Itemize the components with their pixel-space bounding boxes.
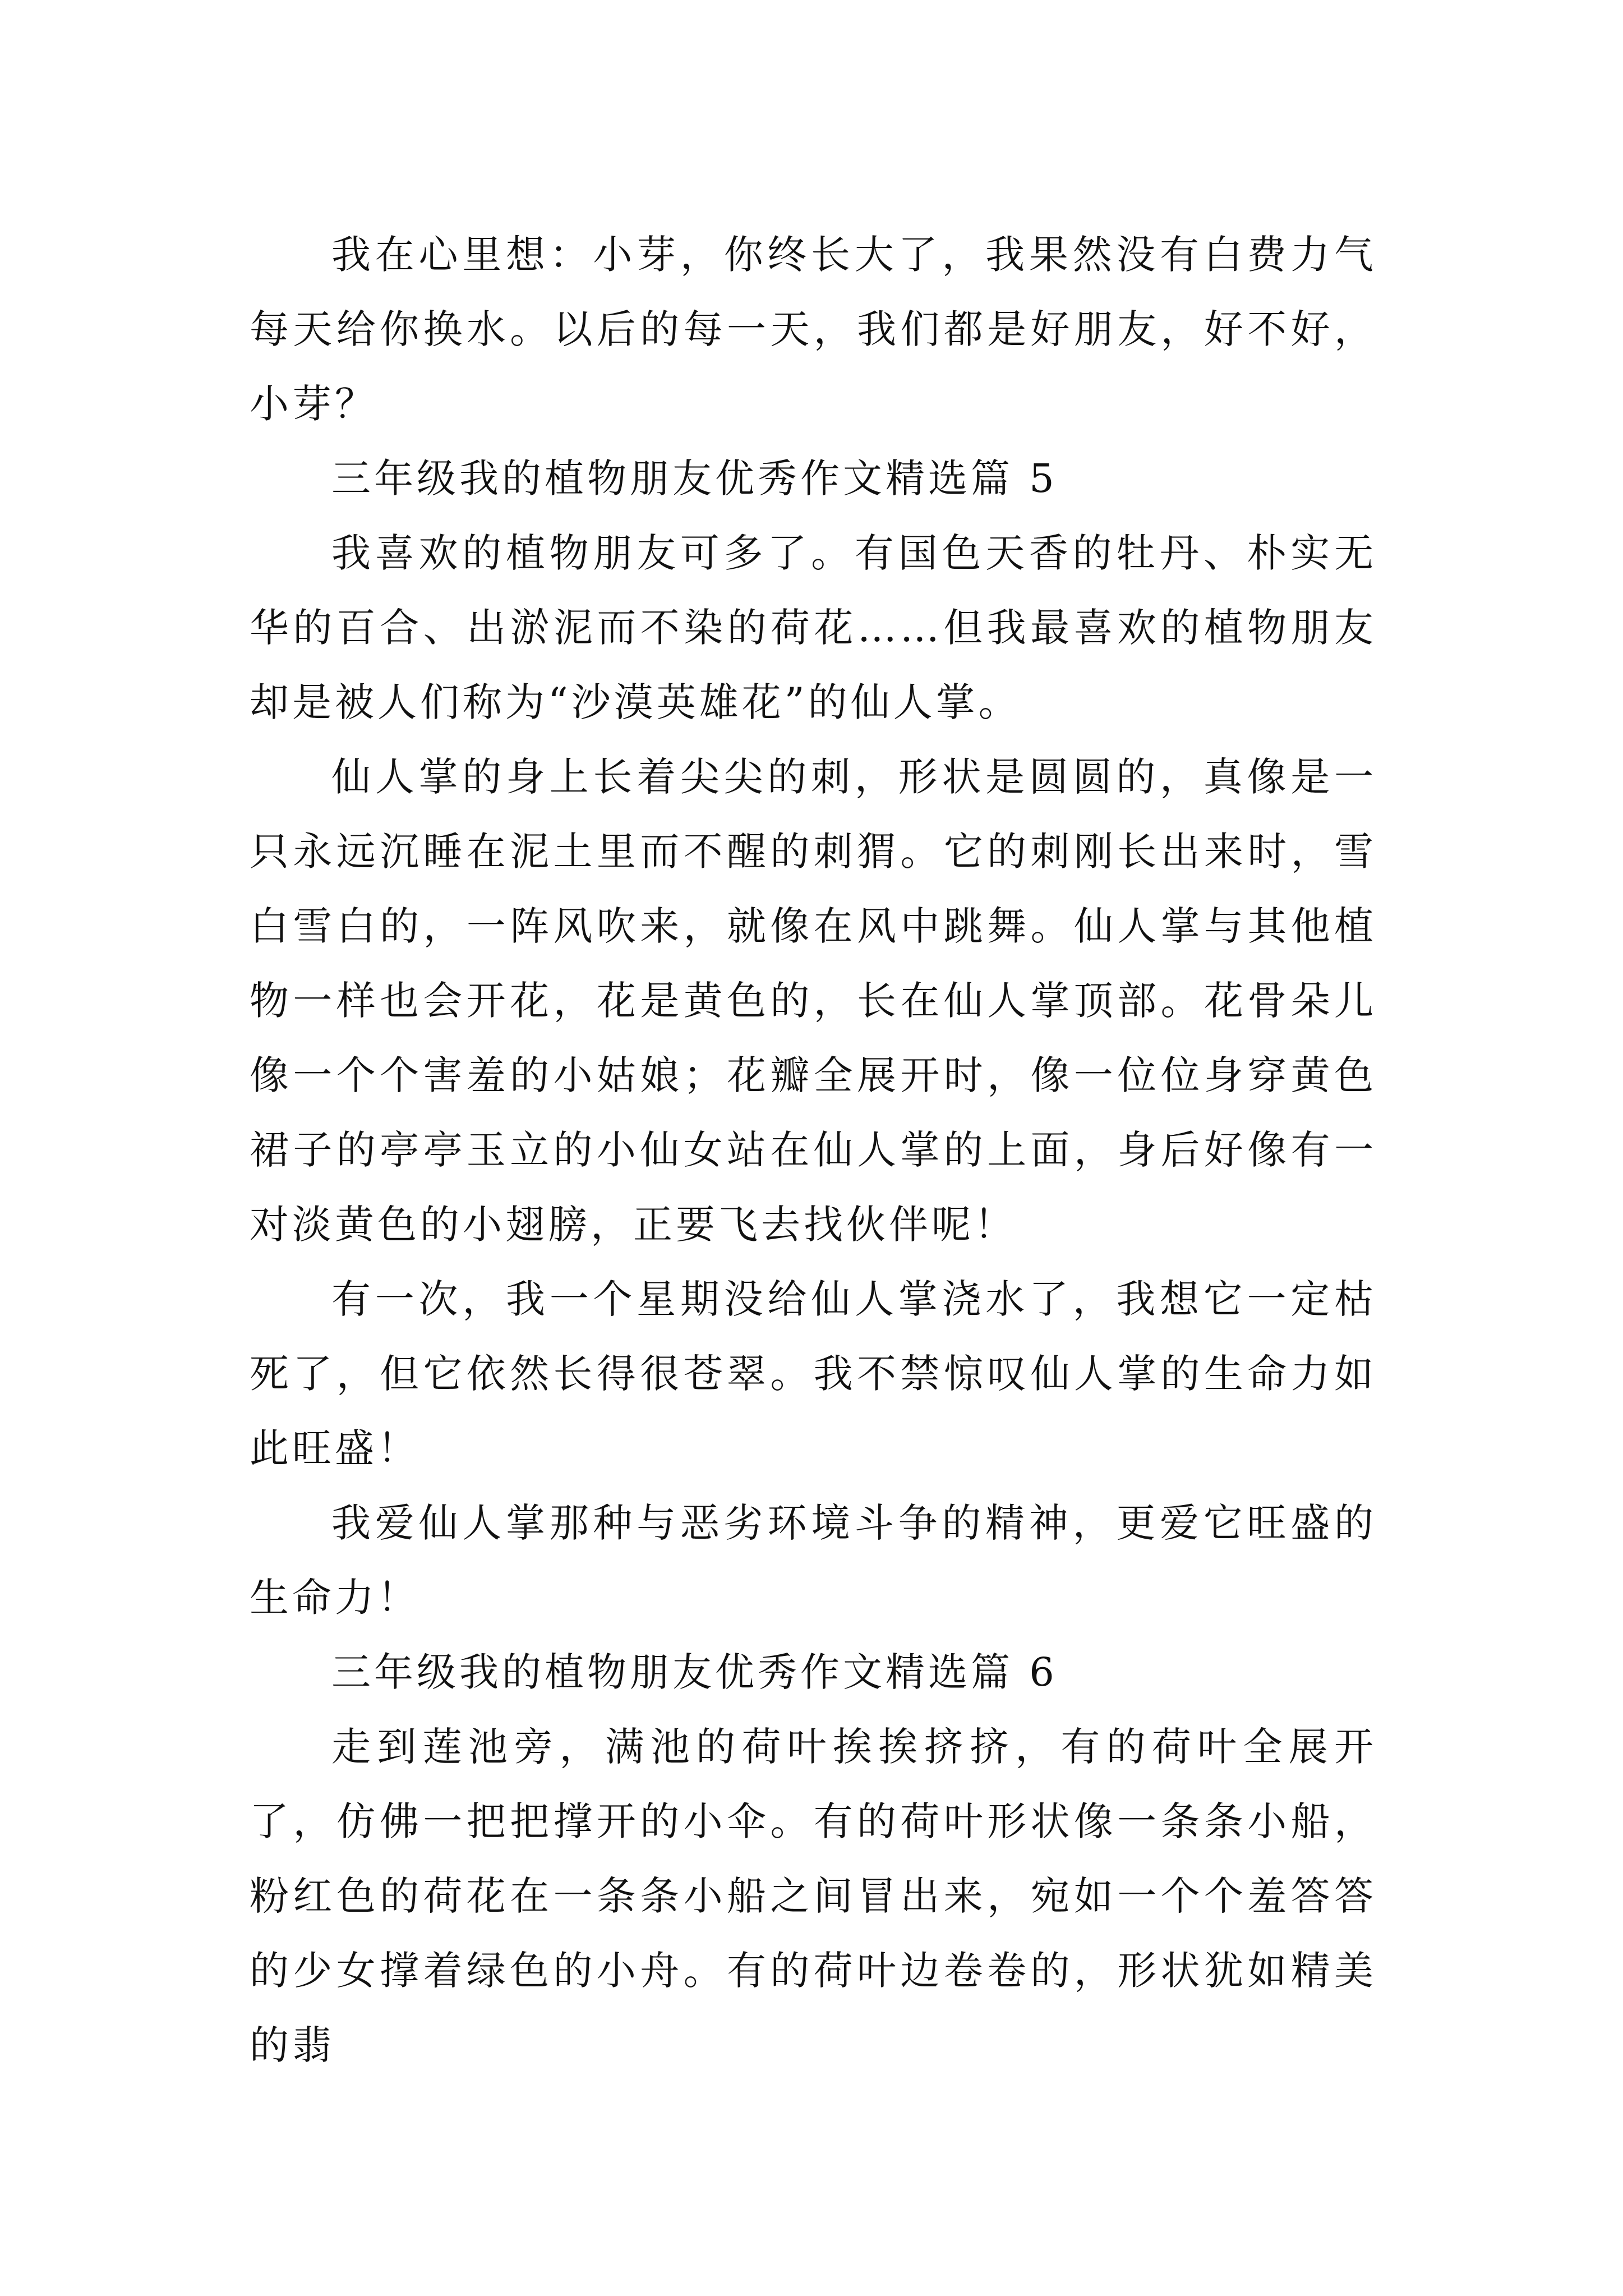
paragraph-2: 我喜欢的植物朋友可多了。有国色天香的牡丹、朴实无华的百合、出淤泥而不染的荷花……但我最喜欢的植物朋友却是被人们称为“沙漠英雄花”的仙人掌。 (250, 530, 1377, 725)
paragraph-4: 有一次，我一个星期没给仙人掌浇水了，我想它一定枯死了，但它依然长得很苍翠。我不禁惊叹仙人掌的生命力如此旺盛！ (250, 1276, 1377, 1471)
paragraph-5: 我爱仙人掌那种与恶劣环境斗争的精神，更爱它旺盛的生命力！ (250, 1500, 1377, 1621)
document-body (250, 218, 1377, 2083)
section-heading-5: 三年级我的植物朋友优秀作文精选篇 5 (331, 455, 1058, 501)
paragraph-3: 仙人掌的身上长着尖尖的刺，形状是圆圆的，真像是一只永远沉睡在泥土里而不醒的刺猬。它的刺刚长出来时，雪白雪白的，一阵风吹来，就像在风中跳舞。仙人掌与其他植物一样也会开花，花是黄色的，长在仙人掌顶部。花骨朵儿像一个个害羞的小姑娘；花瓣全展开时，像一位位身穿黄色裙子的亭亭玉立的小仙女站在仙人掌的上面，身后好像有一对淡黄色的小翅膀，正要飞去找伙伴呢！ (250, 754, 1377, 1248)
paragraph-1: 我在心里想：小芽，你终长大了，我果然没有白费力气每天给你换水。以后的每一天，我们都是好朋友，好不好，小芽？ (250, 232, 1377, 427)
paragraph-6: 走到莲池旁，满池的荷叶挨挨挤挤，有的荷叶全展开了，仿佛一把把撑开的小伞。有的荷叶形状像一条条小船，粉红色的荷花在一条条小船之间冒出来，宛如一个个羞答答的少女撑着绿色的小舟。有的荷叶边卷卷的，形状犹如精美的翡 (250, 1724, 1377, 2068)
section-heading-6: 三年级我的植物朋友优秀作文精选篇 6 (331, 1649, 1058, 1695)
